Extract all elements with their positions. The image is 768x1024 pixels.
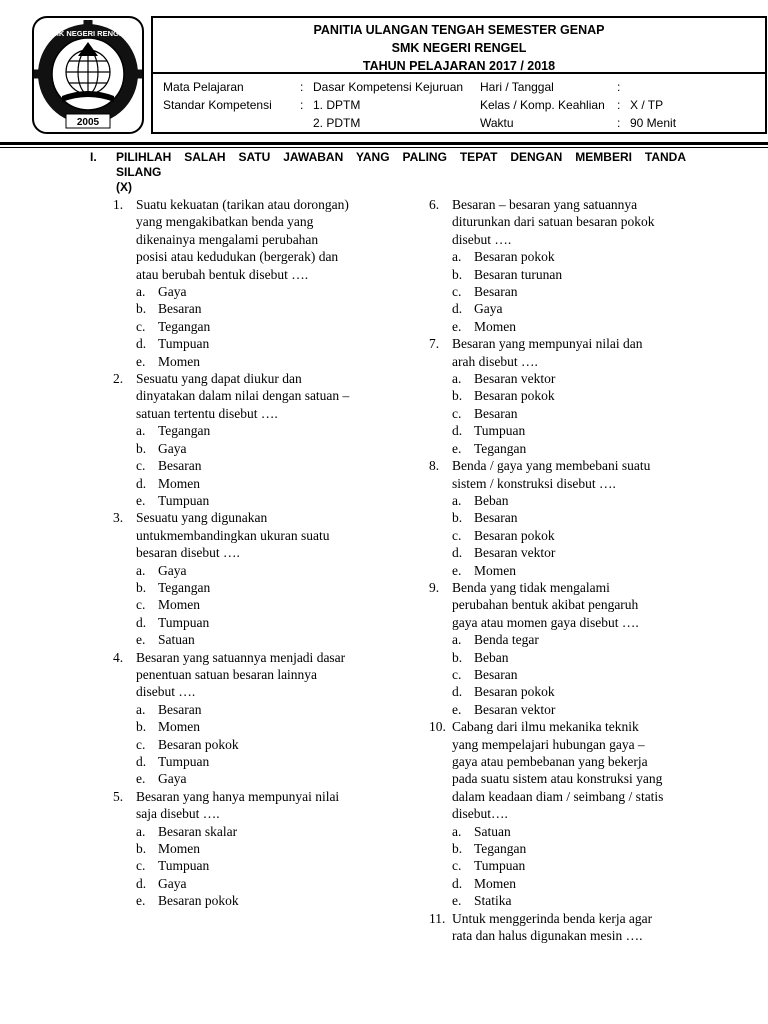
answer-option[interactable] (136, 614, 363, 631)
questions-column-left (113, 196, 363, 910)
answer-option[interactable] (452, 683, 689, 700)
option-text: Statika (474, 893, 512, 909)
option-text: Beban (474, 649, 509, 665)
option-letter: b. (136, 719, 147, 735)
option-letter: d. (452, 545, 463, 561)
question-item (113, 649, 363, 788)
question-text: Benda / gaya yang membebani suatu sistem / konstruksi disebut …. (452, 458, 651, 491)
question-item (429, 457, 689, 579)
answer-option[interactable] (452, 649, 689, 666)
question-text: Benda yang tidak mengalami perubahan bentuk akibat pengaruh gaya atau momen gaya disebut …. (452, 579, 639, 630)
hari-label: Hari / Tanggal (480, 80, 554, 94)
option-text: Momen (158, 841, 200, 857)
option-text: Tegangan (158, 579, 211, 595)
option-text: Momen (474, 318, 516, 334)
answer-option[interactable] (136, 579, 363, 596)
option-letter: e. (452, 440, 462, 456)
answer-option[interactable] (452, 422, 689, 439)
answer-option[interactable] (136, 492, 363, 509)
question-item (429, 335, 689, 457)
answer-option[interactable] (452, 370, 689, 387)
answer-option[interactable] (452, 892, 689, 909)
answer-option[interactable] (136, 631, 363, 648)
option-letter: e. (136, 492, 146, 508)
questions-column-right (429, 196, 689, 944)
option-letter: b. (136, 440, 147, 456)
kelas-label: Kelas / Komp. Keahlian (480, 98, 605, 112)
header-rule-thin (0, 147, 768, 148)
waktu-label: Waktu (480, 116, 514, 130)
hari-colon: : (617, 80, 621, 94)
question-number: 2. (113, 371, 124, 387)
exam-header (151, 16, 767, 134)
header-title-1: PANITIA ULANGAN TENGAH SEMESTER GENAP (313, 23, 605, 37)
question-number: 1. (113, 197, 124, 212)
option-text: Momen (474, 875, 516, 891)
option-text: Besaran skalar (158, 823, 238, 839)
option-letter: d. (136, 336, 147, 352)
answer-option[interactable] (136, 353, 363, 370)
option-letter: e. (136, 353, 146, 369)
question-item (429, 579, 689, 718)
question-item (429, 718, 689, 909)
kelas-colon: : (617, 98, 621, 112)
question-number: 8. (429, 458, 440, 474)
answer-option[interactable] (452, 509, 689, 526)
option-letter: d. (452, 301, 463, 317)
answer-option[interactable] (136, 318, 363, 335)
option-letter: d. (136, 875, 147, 891)
sk-value-1: 1. DPTM (313, 98, 361, 112)
option-text: Besaran pokok (474, 249, 555, 265)
section-line-2: SILANG (X) (116, 165, 162, 194)
option-text: Besaran (474, 284, 518, 300)
question-number: 3. (113, 510, 124, 526)
answer-option[interactable] (136, 335, 363, 352)
option-text: Satuan (158, 632, 195, 648)
option-text: Besaran (158, 701, 202, 717)
option-text: Gaya (158, 562, 187, 578)
option-letter: b. (452, 266, 463, 282)
answer-option[interactable] (452, 666, 689, 683)
answer-option[interactable] (136, 701, 363, 718)
header-title-2: SMK NEGERI RENGEL (391, 41, 527, 55)
answer-option[interactable] (452, 387, 689, 404)
option-letter: e. (452, 562, 462, 578)
option-text: Beban (474, 492, 509, 508)
option-text: Tumpuan (158, 492, 210, 508)
answer-option[interactable] (452, 875, 689, 892)
option-letter: c. (136, 736, 146, 752)
option-text: Besaran (474, 666, 518, 682)
answer-option[interactable] (452, 562, 689, 579)
waktu-colon: : (617, 116, 621, 130)
answer-option[interactable] (136, 770, 363, 787)
option-text: Besaran pokok (158, 736, 239, 752)
answer-option[interactable] (136, 283, 363, 300)
answer-option[interactable] (452, 544, 689, 561)
option-text: Tegangan (474, 440, 527, 456)
school-logo (32, 16, 144, 134)
option-letter: c. (452, 666, 462, 682)
answer-option[interactable] (452, 300, 689, 317)
section-line-1: PILIHLAH SALAH SATU JAWABAN YANG PALING TEPAT DENGAN MEMBERI TANDA (116, 150, 686, 164)
option-letter: a. (136, 423, 146, 439)
option-letter: e. (452, 893, 462, 909)
answer-option[interactable] (452, 440, 689, 457)
option-letter: c. (452, 858, 462, 874)
option-letter: c. (452, 284, 462, 300)
answer-option[interactable] (452, 405, 689, 422)
question-number: 7. (429, 336, 440, 352)
option-letter: c. (452, 527, 462, 543)
sk-value-2: 2. PDTM (313, 116, 361, 130)
question-item (113, 196, 363, 370)
option-letter: e. (452, 701, 462, 717)
option-text: Besaran vektor (474, 545, 556, 561)
question-text: Besaran yang hanya mempunyai nilai saja disebut …. (136, 788, 340, 822)
kelas-value: X / TP (630, 98, 664, 112)
question-text: Untuk menggerinda benda kerja agar rata dan halus digunakan mesin …. (452, 910, 653, 944)
option-letter: a. (136, 701, 146, 717)
option-text: Tumpuan (158, 614, 210, 630)
option-letter: b. (452, 510, 463, 526)
question-text: Sesuatu yang digunakan untukmembandingkan ukuran suatu besaran disebut …. (136, 510, 330, 561)
option-letter: b. (452, 649, 463, 665)
option-letter: a. (452, 823, 462, 839)
answer-option[interactable] (136, 823, 363, 840)
question-text: Cabang dari ilmu mekanika teknik yang mempelajari hubungan gaya – gaya atau pembebanan yang bekerja pada suatu sistem atau konstruksi yang dalam keadaan diam / seimbang / statis disebut…. (452, 719, 664, 822)
option-letter: a. (452, 371, 462, 387)
option-letter: e. (136, 893, 146, 909)
question-text: Besaran yang mempunyai nilai dan arah disebut …. (452, 336, 643, 369)
logo-text: SMK NEGERI RENGEL (47, 29, 129, 38)
logo-year: 2005 (76, 117, 100, 128)
option-text: Besaran turunan (474, 266, 563, 282)
option-letter: d. (452, 423, 463, 439)
option-text: Momen (158, 597, 200, 613)
option-text: Gaya (474, 301, 503, 317)
option-text: Besaran (474, 405, 518, 421)
header-title-3: TAHUN PELAJARAN 2017 / 2018 (362, 59, 556, 73)
question-item (113, 788, 363, 910)
option-letter: e. (136, 632, 146, 648)
option-text: Gaya (158, 440, 187, 456)
option-letter: c. (136, 458, 146, 474)
option-letter: c. (136, 858, 146, 874)
header-divider (153, 72, 765, 74)
answer-option[interactable] (136, 736, 363, 753)
option-letter: d. (136, 754, 147, 769)
option-text: Tumpuan (474, 858, 526, 874)
question-item (113, 370, 363, 509)
question-number: 9. (429, 579, 440, 595)
option-text: Besaran pokok (474, 684, 555, 700)
answer-option[interactable] (452, 527, 689, 544)
option-text: Momen (158, 719, 200, 735)
answer-option[interactable] (136, 718, 363, 735)
question-text: Besaran yang satuannya menjadi dasar penentuan satuan besaran lainnya disebut …. (136, 649, 346, 700)
answer-option[interactable] (136, 857, 363, 874)
option-letter: a. (452, 249, 462, 265)
sk-label: Standar Kompetensi (163, 98, 272, 112)
option-letter: d. (452, 875, 463, 891)
option-letter: a. (136, 823, 146, 839)
option-text: Besaran (474, 510, 518, 526)
question-number: 6. (429, 197, 440, 212)
answer-option[interactable] (452, 283, 689, 300)
question-number: 10. (429, 719, 446, 735)
option-letter: b. (136, 301, 147, 317)
answer-option[interactable] (452, 248, 689, 265)
answer-option[interactable] (136, 457, 363, 474)
option-letter: c. (452, 405, 462, 421)
option-letter: a. (452, 632, 462, 648)
section-number: I. (90, 150, 97, 164)
option-text: Tumpuan (158, 754, 210, 769)
question-text: Besaran – besaran yang satuannya diturunkan dari satuan besaran pokok disebut …. (452, 197, 655, 247)
answer-option[interactable] (452, 266, 689, 283)
option-text: Tumpuan (474, 423, 526, 439)
option-letter: d. (136, 475, 147, 491)
option-text: Gaya (158, 771, 187, 787)
question-item (429, 196, 689, 335)
option-letter: a. (136, 562, 146, 578)
sk-colon: : (300, 98, 304, 112)
answer-option[interactable] (452, 318, 689, 335)
option-text: Besaran (158, 458, 202, 474)
option-text: Momen (158, 353, 200, 369)
mapel-value: Dasar Kompetensi Kejuruan (313, 80, 464, 94)
answer-option[interactable] (136, 753, 363, 770)
answer-option[interactable] (452, 823, 689, 840)
option-letter: b. (452, 388, 463, 404)
option-text: Benda tegar (474, 632, 539, 648)
option-letter: a. (452, 492, 462, 508)
option-text: Tumpuan (158, 858, 210, 874)
option-letter: a. (136, 284, 146, 300)
answer-option[interactable] (136, 422, 363, 439)
question-item (429, 910, 689, 945)
option-letter: b. (136, 841, 147, 857)
answer-option[interactable] (136, 892, 363, 909)
option-text: Satuan (474, 823, 511, 839)
option-letter: b. (136, 579, 147, 595)
option-letter: d. (452, 684, 463, 700)
waktu-value: 90 Menit (630, 116, 677, 130)
option-text: Besaran (158, 301, 202, 317)
answer-option[interactable] (136, 596, 363, 613)
option-text: Gaya (158, 875, 187, 891)
option-letter: e. (136, 771, 146, 787)
option-text: Tumpuan (158, 336, 210, 352)
answer-option[interactable] (452, 840, 689, 857)
option-text: Besaran pokok (474, 388, 555, 404)
question-text: Suatu kekuatan (tarikan atau dorongan) yang mengakibatkan benda yang dikenainya mengalami perubahan posisi atau kedudukan (bergerak) dan atau berubah bentuk disebut …. (136, 197, 349, 282)
option-letter: c. (136, 318, 146, 334)
option-text: Tegangan (158, 423, 211, 439)
answer-option[interactable] (452, 701, 689, 718)
option-text: Besaran pokok (474, 527, 555, 543)
answer-option[interactable] (136, 562, 363, 579)
answer-option[interactable] (136, 475, 363, 492)
option-text: Besaran vektor (474, 371, 556, 387)
option-letter: c. (136, 597, 146, 613)
answer-option[interactable] (452, 492, 689, 509)
option-text: Momen (474, 562, 516, 578)
answer-option[interactable] (136, 440, 363, 457)
option-text: Besaran vektor (474, 701, 556, 717)
option-text: Tegangan (474, 841, 527, 857)
answer-option[interactable] (136, 300, 363, 317)
option-text: Gaya (158, 284, 187, 300)
question-number: 5. (113, 788, 124, 804)
option-letter: b. (452, 841, 463, 857)
answer-option[interactable] (452, 631, 689, 648)
header-rule-thick (0, 142, 768, 145)
question-number: 11. (429, 910, 446, 926)
option-letter: e. (452, 318, 462, 334)
answer-option[interactable] (136, 840, 363, 857)
option-text: Besaran pokok (158, 893, 239, 909)
option-text: Tegangan (158, 318, 211, 334)
answer-option[interactable] (452, 857, 689, 874)
question-number: 4. (113, 649, 124, 665)
question-item (113, 509, 363, 648)
option-letter: d. (136, 614, 147, 630)
question-text: Sesuatu yang dapat diukur dan dinyatakan dalam nilai dengan satuan – satuan tertentu disebut …. (136, 371, 350, 421)
option-text: Momen (158, 475, 200, 491)
mapel-label: Mata Pelajaran (163, 80, 244, 94)
answer-option[interactable] (136, 875, 363, 892)
mapel-colon: : (300, 80, 304, 94)
